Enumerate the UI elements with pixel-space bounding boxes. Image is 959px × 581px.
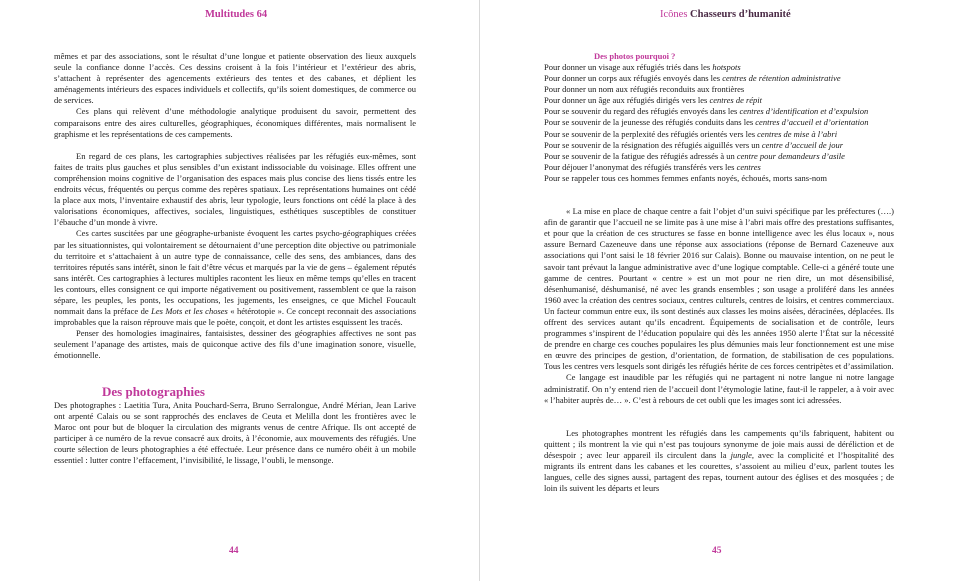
pourquoi-line xyxy=(544,151,894,162)
left-paragraph-1: mêmes et par des associations, sont le résultat d’une longue et patiente observation des lieux auxquels seule la confiance donne l’accès. Ces dessins croisent à la fois l’intérieur et l’extérieur des abris, s’attachent à représenter des agencements extérieurs des tentes et des cabanes, et déplient les aménagements intérieurs des espaces individuels et collectifs, qu’ils soient domestiques, de commerce ou de services. xyxy=(54,51,416,106)
left-paragraph-4-start: Ces cartes suscitées par une géographe-urbaniste évoquent les cartes psycho-géographiques créées par les situationnistes, qui volontairement se détournaient d’une perception dite objective ou patrimoniale du territoire et s’attachaient à un autre type de connaissance, celle des sens, des ambiances, dans des territoires réputés sans intérêt, sinon le fait d’être vécus et marqués par la vie de gens – également réputés sans intérêt. Ces cartographies à lectures multiples racontent les lieux en même temps qu’elles en tracent les contours, elles consignent ce qui importe négativement ou positivement, rassemblent ce que la raison sépare, les peuples, les ponts, les occupations, les jugements, les enseignes, ce que Michel Foucault nommait dans la préface de xyxy=(54,228,416,317)
right-paragraph-3 xyxy=(544,428,894,495)
pourquoi-line-emphasis: hotspots xyxy=(712,62,741,72)
right-paragraph-2: Ce langage est inaudible par les réfugiés qui ne partagent ni notre langue ni notre langage administratif. On n’y entend rien de l’accueil dont l’étymologie latine, faut-il le rappeler, a à voir avec « l’habiter auprès de… ». C’est à rebours de cet oubli que les images sont ici adressées. xyxy=(544,372,894,405)
left-paragraph-3: En regard de ces plans, les cartographies subjectives réalisées par les réfugiés eux-mêmes, sont faites de traits plus gauches et plus sensibles d’un existant indissociable du voisinage. Elles offrent une compréhension moins cognitive de l’organisation des espaces mais plus concise des liens tissés entre les endroits vécus, fréquentés ou perçus comme des repères spatiaux. Les représentations humaines ont cédé la place aux mots, l’inventaire exhaustif des abris, leur typologie, leurs fonctions ont cédé la place à des valorisations économiques, affectives, sociales, linguistiques, esthétiques susceptibles de constituer l’ébauche d’un monde à vivre. xyxy=(54,150,416,228)
book-title: Les Mots et les choses xyxy=(151,306,228,317)
section-title: Des photographies xyxy=(102,383,205,399)
pourquoi-line xyxy=(544,84,894,95)
pourquoi-line-text: Pour se souvenir de la perplexité des réfugiés orientés vers les xyxy=(544,128,758,139)
pourquoi-line-text: Pour se rappeler tous ces hommes femmes enfants noyés, échoués, morts sans-nom xyxy=(544,172,828,183)
pourquoi-line-text: Pour se souvenir de la jeunesse des réfugiés conduits dans les xyxy=(544,117,756,128)
jungle-word: jungle xyxy=(730,449,752,460)
pourquoi-line-emphasis: centre pour demandeurs d’asile xyxy=(736,150,845,161)
right-running-head xyxy=(660,9,791,20)
left-page-number: 44 xyxy=(229,546,239,556)
pourquoi-line-text: Pour se souvenir de la résignation des réfugiés aiguillés vers un xyxy=(544,139,762,150)
pourquoi-line-text: Pour se souvenir du regard des réfugiés envoyés dans les xyxy=(544,106,740,117)
pourquoi-line xyxy=(544,73,894,84)
left-paragraph-6: Des photographes : Laetitia Tura, Anita Pouchard-Serra, Bruno Serralongue, André Mérian, Jean Larive ont arpenté Calais ou se sont rapprochés des enclaves de Ceuta et Melilla dont les frontières avec le Maroc ont pour but de bloquer la circulation des migrants venus de centre Afrique. Ils ont accepté de participer à ce numéro de la revue consacré aux droits, à l’économie, aux mouvements des réfugiés. Une courte sélection de leurs photographies a été effectuée. Leur présence dans ce numéro obéit à un mobile essentiel : lutter contre l’effacement, l’invisibilité, le lissage, l’oubli, le mensonge. xyxy=(54,399,416,465)
pourquoi-line-emphasis: centres d’accueil et d’orientation xyxy=(755,117,869,128)
right-text-column xyxy=(544,51,894,494)
pourquoi-line-emphasis: centre d’accueil de jour xyxy=(761,139,844,150)
pourquoi-line xyxy=(544,117,894,128)
pourquoi-line xyxy=(544,62,894,73)
pourquoi-line-emphasis: centres de répit xyxy=(709,95,763,106)
left-paragraph-5: Penser des homologies imaginaires, fantaisistes, dessiner des géographies affectives ne sont pas seulement l’apanage des artistes, mais de quiconque active des fils d’une imagination sonore, visuelle, émotionnelle. xyxy=(54,328,416,361)
pourquoi-line-emphasis: centres d’identification et d’expulsion xyxy=(739,106,869,117)
pourquoi-list xyxy=(544,62,894,184)
pourquoi-line xyxy=(544,106,894,117)
pourquoi-line xyxy=(544,140,894,151)
right-page-number: 45 xyxy=(712,546,722,556)
pourquoi-line xyxy=(544,162,894,173)
pourquoi-line-text: Pour donner un âge aux réfugiés dirigés vers les xyxy=(544,95,710,106)
right-paragraph-3-end: , avec la complicité et l’hospitalité des migrants ils entrent dans les cabanes et les courettes, s’assoient au milieu d’eux, parlent toutes les langues, celle des signes aussi, partagent des repas, tournent autour des églises et des mosquées ; de loin ils suivent les départs et leurs xyxy=(544,449,894,494)
subheading: Des photos pourquoi ? xyxy=(594,51,676,61)
left-text-column xyxy=(54,51,416,466)
pourquoi-line-text: Pour se souvenir de la fatigue des réfugiés adressés à un xyxy=(544,150,737,161)
pourquoi-line-text: Pour donner un corps aux réfugiés envoyés dans les xyxy=(544,73,723,84)
left-running-head: Multitudes 64 xyxy=(205,9,268,20)
left-paragraph-2: Ces plans qui relèvent d’une méthodologie analytique produisent du savoir, permettent des comparaisons entre des aires culturelles, géographiques, économiques différentes, mais normalisent le graphisme et les représentations de ces campements. xyxy=(54,106,416,139)
pourquoi-line-emphasis: centres xyxy=(736,161,761,172)
pourquoi-line xyxy=(544,173,894,184)
left-page xyxy=(0,0,479,581)
left-paragraph-4-end: « hétérotopie ». Ce concept reconnait des associations improbables que la raison réprouve mais que le poète, conçoit, et dont les artistes esquissent les tracés. xyxy=(54,306,416,328)
running-head-title: Chasseurs d’humanité xyxy=(690,9,791,20)
pourquoi-line-emphasis: centres de mise à l’abri xyxy=(757,128,838,139)
right-quote-paragraph: « La mise en place de chaque centre a fait l’objet d’un suivi spécifique par les préfectures (….) afin de garantir que l’accueil ne se limite pas à une mise à l’abri mais offre des prestations suffisantes, et pour que la création de ces structures se fasse en bonne intelligence avec les élus locaux », nous assure Bernard Cazeneuve dans une réponse aux associations (réponse de Bernard Cazeneuve aux associations qui l’ont saisi le 18 février 2016 sur Calais). Bonne ou mauvaise intention, on ne peut le savoir tant prévaut la langue administrative avec d’une logique comptable. Celle-ci a généré toute une gamme de centres. Pourtant « centre » est un mot pour ne rien dire, un mot désensibilisé, désenhumanisé, déshumanisé, né avec les grands ensembles ; son usage a proliféré dans les années 1960 avec la création des centres sociaux, centres culturels, centres de loisirs, et centres commerciaux. Un facteur commun entre eux, ils sont destinés aux classes les moins aisées, déracinées, déplacées. Ils offrent des services autant qu’ils encadrent. Équipements de socialisation et de contrôle, leurs programmes s’inspirent de l’éducation populaire qui dès les années 1950 alerte l’État sur la nécessité de prendre en charge ces couches populaires les plus démunies mais leur fonctionnement est une mise en œuvre des principes de gestion, d’orientation, de formation, de stabilisation de ces populations. Tous les centres vers lesquels sont dirigés les réfugiés hérite de ces forces centripètes et d’assimilation. xyxy=(544,206,894,372)
left-paragraph-4 xyxy=(54,228,416,328)
running-head-section: Icônes xyxy=(660,9,688,20)
pourquoi-line xyxy=(544,95,894,106)
pourquoi-line-text: Pour déjouer l’anonymat des réfugiés transférés vers les xyxy=(544,161,737,172)
pourquoi-line-emphasis: centres de rétention administrative xyxy=(722,73,841,84)
right-page xyxy=(480,0,959,581)
pourquoi-line-text: Pour donner un nom aux réfugiés reconduits aux frontières xyxy=(544,84,745,95)
pourquoi-line xyxy=(544,129,894,140)
right-paragraph-3-start: Les photographes montrent les réfugiés dans les campements qu’ils fabriquent, habitent ou quittent ; ils montrent la vie qui n’est pas toujours synonyme de joie mais aussi de déréliction et de désespoir ; avec leur appareil ils circulent dans la xyxy=(544,427,894,460)
pourquoi-line-text: Pour donner un visage aux réfugiés triés dans les xyxy=(544,62,713,72)
